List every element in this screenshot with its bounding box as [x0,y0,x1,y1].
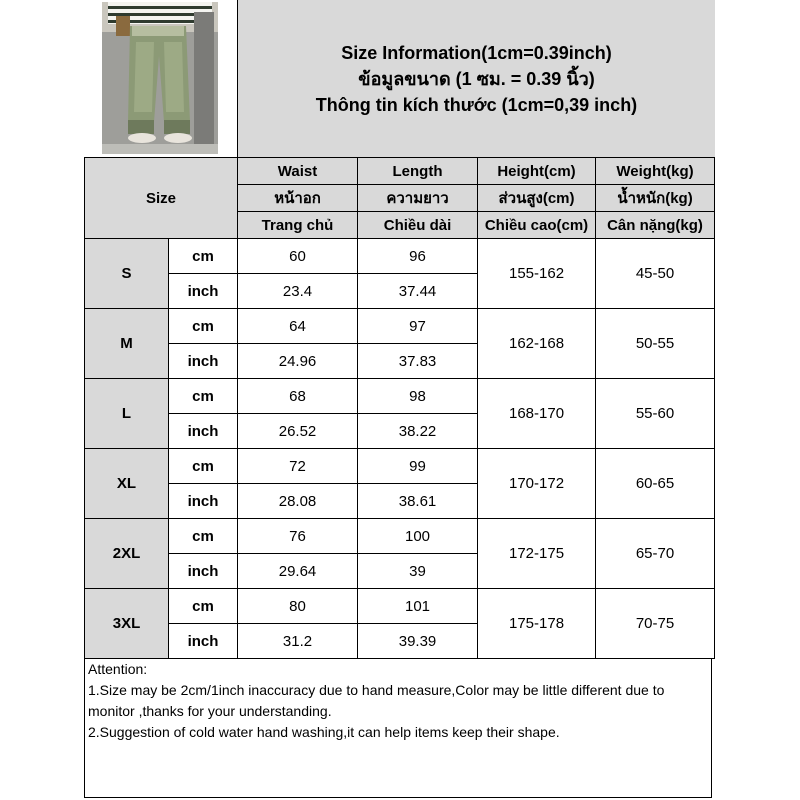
weight-range: 55-60 [596,379,715,449]
col-header-height-th: ส่วนสูง(cm) [478,185,596,212]
unit-label-cm: cm [169,589,238,624]
table-row [85,519,715,554]
col-header-waist-vi: Trang chủ [238,212,358,239]
size-label: 2XL [85,519,169,589]
unit-label-inch: inch [169,554,238,589]
size-label: L [85,379,169,449]
height-range: 162-168 [478,309,596,379]
notes-line-1: 1.Size may be 2cm/1inch inaccuracy due to hand measure,Color may be little different due to monitor ,thanks for your understanding. [88,682,665,719]
size-information-header [237,0,715,158]
table-row [85,239,715,274]
weight-range: 65-70 [596,519,715,589]
length-cm: 100 [358,519,478,554]
weight-range: 50-55 [596,309,715,379]
unit-label-cm: cm [169,309,238,344]
height-range: 170-172 [478,449,596,519]
length-inch: 37.44 [358,274,478,309]
col-header-weight-vi: Cân nặng(kg) [596,212,715,239]
unit-label-inch: inch [169,624,238,659]
height-range: 172-175 [478,519,596,589]
length-cm: 101 [358,589,478,624]
table-row [85,449,715,484]
title-vietnamese: Thông tin kích thước (1cm=0,39 inch) [315,95,638,115]
length-inch: 37.83 [358,344,478,379]
unit-label-inch: inch [169,414,238,449]
attention-notes [84,658,712,798]
col-header-waist-en: Waist [238,158,358,185]
waist-cm: 60 [238,239,358,274]
length-cm: 96 [358,239,478,274]
notes-line-2: 2.Suggestion of cold water hand washing,it can help items keep their shape. [88,724,560,740]
weight-range: 70-75 [596,589,715,659]
product-photo [102,2,218,154]
unit-label-cm: cm [169,379,238,414]
size-label: S [85,239,169,309]
col-header-waist-th: หน้าอก [238,185,358,212]
unit-label-cm: cm [169,239,238,274]
col-header-height-vi: Chiều cao(cm) [478,212,596,239]
length-inch: 38.61 [358,484,478,519]
waist-inch: 29.64 [238,554,358,589]
waist-inch: 28.08 [238,484,358,519]
size-column-header: Size [85,158,238,239]
waist-inch: 31.2 [238,624,358,659]
size-chart [84,0,714,800]
title-english: Size Information(1cm=0.39inch) [341,43,612,63]
unit-label-inch: inch [169,484,238,519]
height-range: 175-178 [478,589,596,659]
waist-cm: 64 [238,309,358,344]
col-header-height-en: Height(cm) [478,158,596,185]
length-inch: 38.22 [358,414,478,449]
unit-label-cm: cm [169,449,238,484]
waist-cm: 72 [238,449,358,484]
waist-inch: 23.4 [238,274,358,309]
length-cm: 98 [358,379,478,414]
table-row [85,379,715,414]
col-header-weight-en: Weight(kg) [596,158,715,185]
length-inch: 39.39 [358,624,478,659]
col-header-weight-th: น้ำหนัก(kg) [596,185,715,212]
waist-inch: 24.96 [238,344,358,379]
size-label: 3XL [85,589,169,659]
col-header-length-en: Length [358,158,478,185]
waist-cm: 68 [238,379,358,414]
unit-label-cm: cm [169,519,238,554]
unit-label-inch: inch [169,274,238,309]
waist-cm: 80 [238,589,358,624]
weight-range: 60-65 [596,449,715,519]
weight-range: 45-50 [596,239,715,309]
size-table [84,157,715,659]
length-inch: 39 [358,554,478,589]
length-cm: 99 [358,449,478,484]
waist-inch: 26.52 [238,414,358,449]
height-range: 155-162 [478,239,596,309]
size-label: M [85,309,169,379]
size-label: XL [85,449,169,519]
waist-cm: 76 [238,519,358,554]
unit-label-inch: inch [169,344,238,379]
title-thai: ข้อมูลขนาด (1 ซม. = 0.39 นิ้ว) [358,69,595,89]
col-header-length-vi: Chiều dài [358,212,478,239]
table-row [85,309,715,344]
height-range: 168-170 [478,379,596,449]
table-row [85,589,715,624]
length-cm: 97 [358,309,478,344]
notes-heading: Attention: [88,661,148,677]
col-header-length-th: ความยาว [358,185,478,212]
product-photo-cell [84,0,238,158]
